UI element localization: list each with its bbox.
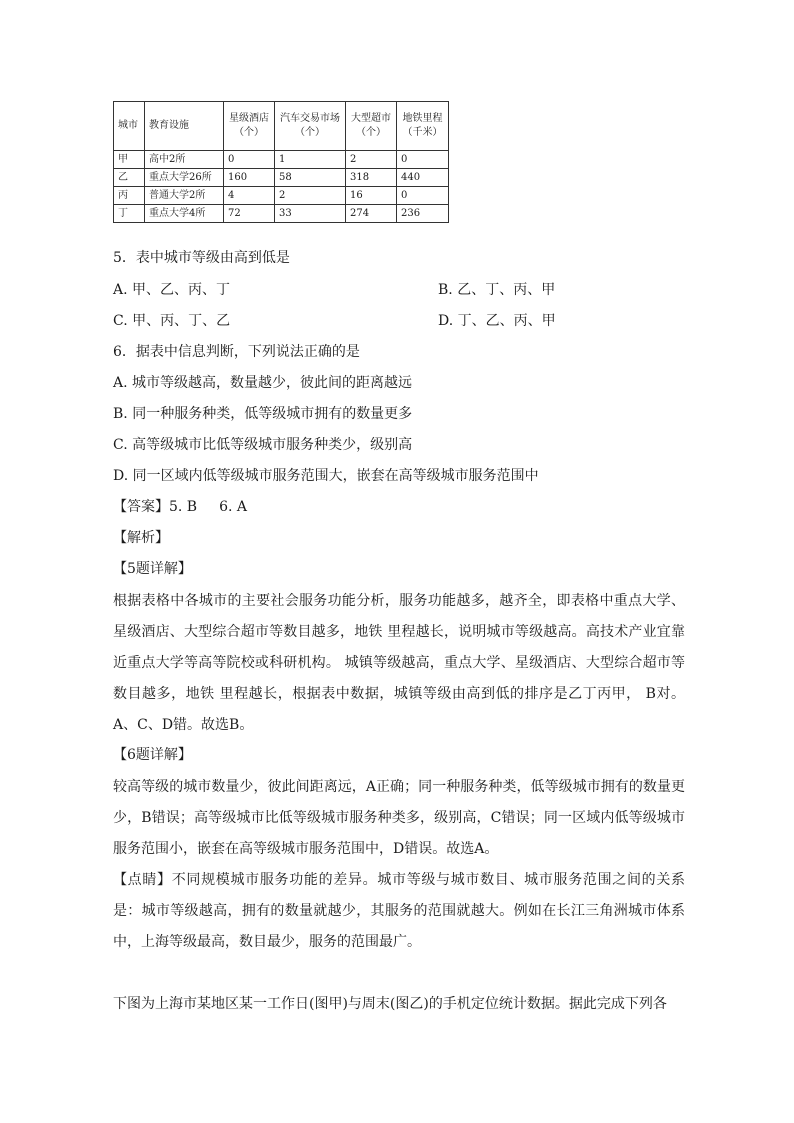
detail-6-text: 较高等级的城市数量少，彼此间距离远，A正确；同一种服务种类，低等级城市拥有的数量更少，B错误；高等级城市比低等级城市服务种类多，级别高，C错误；同一区域内低等级城市服务范围小，嵌套在高等级城市服务范围中，D错误。故选A。 (113, 779, 685, 857)
analysis-label: 【解析】 (113, 530, 169, 546)
question-6-option-b: B. 同一种服务种类，低等级城市拥有的数量更多 (113, 406, 413, 422)
note-text: 不同规模城市服务功能的差异。城市等级与城市数目、城市服务范围之间的关系是：城市等级越高，拥有的数量就越少，其服务的范围就越大。例如在长江三角洲城市体系中，上海等级最高，数目最少，服务的范围最广。 (113, 872, 686, 950)
table-cell: 乙 (114, 169, 145, 187)
table-cell: 2 (275, 187, 346, 205)
table-cell: 2 (346, 151, 397, 169)
table-cell: 重点大学4所 (145, 205, 224, 223)
table-cell: 4 (224, 187, 275, 205)
table-cell: 58 (275, 169, 346, 187)
table-cell: 274 (346, 205, 397, 223)
question-5-option-a: A. 甲、乙、丙、丁 (113, 282, 231, 298)
table-cell: 丙 (114, 187, 145, 205)
table-cell: 甲 (114, 151, 145, 169)
detail-6-label: 【6题详解】 (113, 747, 192, 763)
table-cell: 72 (224, 205, 275, 223)
answer-5: 5. B (169, 499, 198, 515)
table-row (114, 187, 449, 205)
header-metro: 地铁里程 （千米） (397, 102, 449, 151)
detail-5-text: 根据表格中各城市的主要社会服务功能分析，服务功能越多，越齐全，即表格中重点大学、星级酒店、大型综合超市等数目越多，地铁 里程越长，说明城市等级越高。高技术产业宜靠近重点大学等高等院校或科研机构。 城镇等级越高，重点大学、星级酒店、大型综合超市等数目越多，地铁 里程越长，根据表中数据，城镇等级由高到低的排序是乙丁丙甲， B对。A、C、D错。故选B。 (113, 593, 685, 733)
table-cell: 16 (346, 187, 397, 205)
table-cell: 0 (397, 187, 449, 205)
detail-5-label: 【5题详解】 (113, 561, 192, 577)
table-cell: 0 (224, 151, 275, 169)
question-6-option-d: D. 同一区域内低等级城市服务范围大，嵌套在高等级城市服务范围中 (113, 468, 539, 484)
table-cell: 重点大学26所 (145, 169, 224, 187)
city-services-table (113, 101, 449, 223)
table-row (114, 169, 449, 187)
next-question-intro: 下图为上海市某地区某一工作日(图甲)与周末(图乙)的手机定位统计数据。据此完成下列各 (113, 996, 667, 1012)
question-6-option-a: A. 城市等级越高，数量越少，彼此间的距离越远 (113, 375, 413, 391)
question-5-stem: 5．表中城市等级由高到低是 (113, 250, 290, 266)
table-cell: 33 (275, 205, 346, 223)
table-cell: 普通大学2所 (145, 187, 224, 205)
table-row (114, 205, 449, 223)
header-hotels: 星级酒店 （个） (224, 102, 275, 151)
question-5-option-b: B. 乙、丁、丙、甲 (438, 282, 556, 298)
table-cell: 318 (346, 169, 397, 187)
table-cell: 高中2所 (145, 151, 224, 169)
table-row (114, 151, 449, 169)
question-6-stem: 6．据表中信息判断，下列说法正确的是 (113, 344, 360, 360)
question-5-option-c: C. 甲、丙、丁、乙 (113, 313, 231, 329)
table-cell: 0 (397, 151, 449, 169)
answer-label: 【答案】 (113, 499, 169, 515)
table-cell: 236 (397, 205, 449, 223)
table-header-row (114, 102, 449, 151)
answer-6: 6. A (219, 499, 248, 515)
header-car-markets: 汽车交易市场 （个） (275, 102, 346, 151)
answer-line (113, 497, 247, 517)
table-cell: 丁 (114, 205, 145, 223)
header-city: 城市 (114, 102, 145, 151)
table-cell: 1 (275, 151, 346, 169)
table-cell: 160 (224, 169, 275, 187)
header-supermarkets: 大型超市 （个） (346, 102, 397, 151)
note-label: 【点睛】 (113, 872, 172, 888)
header-education: 教育设施 (145, 102, 224, 151)
question-6-option-c: C. 高等级城市比低等级城市服务种类少，级别高 (113, 437, 413, 453)
table-cell: 440 (397, 169, 449, 187)
note-paragraph (113, 865, 685, 958)
question-5-option-d: D. 丁、乙、丙、甲 (438, 313, 556, 329)
